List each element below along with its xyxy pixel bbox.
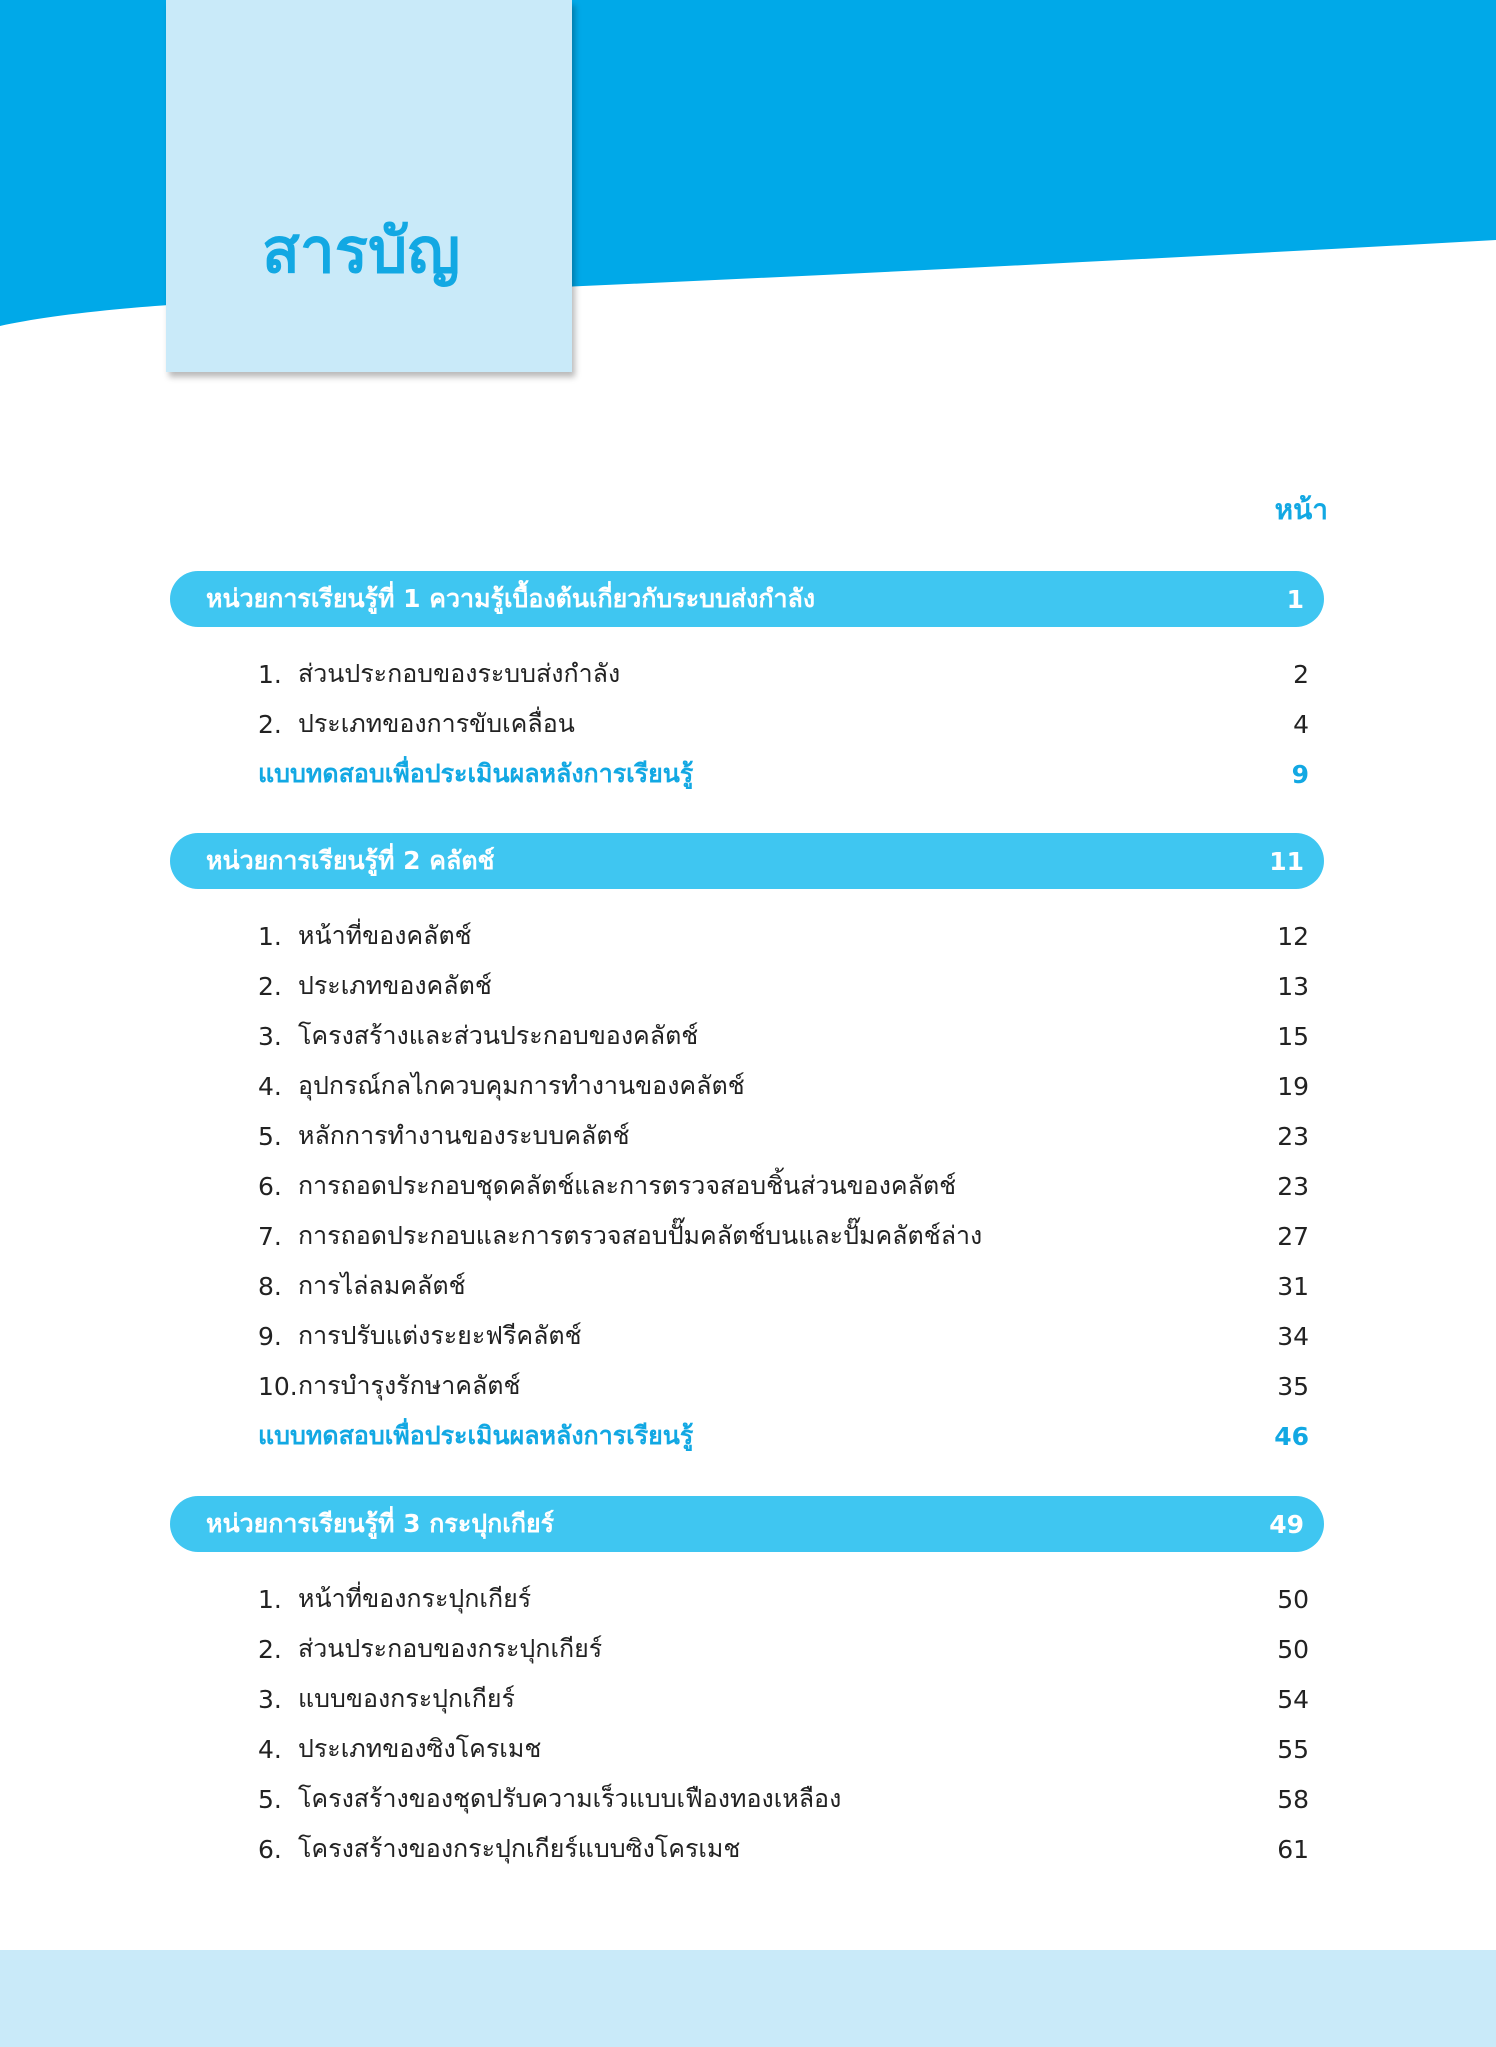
entry-page: 31 xyxy=(1277,1271,1309,1301)
toc-entry[interactable] xyxy=(258,1066,1309,1106)
entry-page: 23 xyxy=(1277,1171,1309,1201)
entry-label: การปรับแต่งระยะฟรีคลัตช์ xyxy=(298,1321,582,1350)
entry-page: 54 xyxy=(1277,1684,1309,1714)
entry-label: การถอดประกอบและการตรวจสอบปั๊มคลัตช์บนและปั๊มคลัตช์ล่าง xyxy=(298,1221,983,1250)
quiz-page: 9 xyxy=(1291,759,1309,789)
entry-page: 23 xyxy=(1277,1121,1309,1151)
toc-entry[interactable] xyxy=(258,1579,1309,1619)
entry-number: 3. xyxy=(258,1021,282,1051)
unit-page: 11 xyxy=(1269,846,1304,876)
footer-band xyxy=(0,1950,1496,2047)
page-column-label: หน้า xyxy=(1274,493,1328,526)
entry-number: 7. xyxy=(258,1221,282,1251)
entry-number: 6. xyxy=(258,1834,282,1864)
entry-number: 1. xyxy=(258,659,282,689)
entry-label: การไล่ลมคลัตช์ xyxy=(298,1271,466,1300)
entry-page: 4 xyxy=(1293,709,1309,739)
toc-entry[interactable] xyxy=(258,1729,1309,1769)
toc-entry[interactable] xyxy=(258,1829,1309,1869)
toc-entry[interactable] xyxy=(258,1366,1309,1406)
toc-entry[interactable] xyxy=(258,1266,1309,1306)
entry-number: 8. xyxy=(258,1271,282,1301)
toc-entry[interactable] xyxy=(258,966,1309,1006)
unit-title: หน่วยการเรียนรู้ที่ 3 กระปุกเกียร์ xyxy=(206,1509,555,1538)
entry-label: หลักการทำงานของระบบคลัตช์ xyxy=(298,1121,630,1150)
toc-entry[interactable] xyxy=(258,1679,1309,1719)
entry-page: 19 xyxy=(1277,1071,1309,1101)
entry-label: ประเภทของซิงโครเมช xyxy=(298,1734,542,1763)
toc-entry[interactable] xyxy=(258,1216,1309,1256)
entry-number: 10. xyxy=(258,1371,298,1401)
entry-page: 50 xyxy=(1277,1634,1309,1664)
quiz-entry[interactable] xyxy=(258,754,1309,794)
entry-number: 2. xyxy=(258,1634,282,1664)
unit-2-header[interactable] xyxy=(170,833,1324,889)
entry-label: ประเภทของคลัตช์ xyxy=(298,971,492,1000)
entry-number: 2. xyxy=(258,709,282,739)
unit-3-header[interactable] xyxy=(170,1496,1324,1552)
entry-number: 4. xyxy=(258,1071,282,1101)
toc-entry[interactable] xyxy=(258,1629,1309,1669)
entry-page: 55 xyxy=(1277,1734,1309,1764)
title-box xyxy=(166,0,572,372)
entry-number: 1. xyxy=(258,1584,282,1614)
entry-page: 27 xyxy=(1277,1221,1309,1251)
entry-label: การถอดประกอบชุดคลัตช์และการตรวจสอบชิ้นส่วนของคลัตช์ xyxy=(298,1171,957,1200)
unit-page: 1 xyxy=(1286,584,1304,614)
entry-number: 6. xyxy=(258,1171,282,1201)
entry-label: โครงสร้างของชุดปรับความเร็วแบบเฟืองทองเหลือง xyxy=(298,1784,842,1813)
entry-label: อุปกรณ์กลไกควบคุมการทำงานของคลัตช์ xyxy=(298,1071,745,1100)
toc-entry[interactable] xyxy=(258,916,1309,956)
toc-entry[interactable] xyxy=(258,1016,1309,1056)
unit-1-header[interactable] xyxy=(170,571,1324,627)
entry-page: 34 xyxy=(1277,1321,1309,1351)
quiz-page: 46 xyxy=(1274,1421,1309,1451)
entry-page: 13 xyxy=(1277,971,1309,1001)
entry-page: 12 xyxy=(1277,921,1309,951)
toc-entry[interactable] xyxy=(258,1166,1309,1206)
entry-page: 61 xyxy=(1277,1834,1309,1864)
unit-title: หน่วยการเรียนรู้ที่ 1 ความรู้เบื้องต้นเกี่ยวกับระบบส่งกำลัง xyxy=(206,584,816,613)
quiz-entry[interactable] xyxy=(258,1416,1309,1456)
quiz-label: แบบทดสอบเพื่อประเมินผลหลังการเรียนรู้ xyxy=(258,759,694,788)
entry-label: โครงสร้างของกระปุกเกียร์แบบซิงโครเมช xyxy=(298,1834,741,1863)
entry-number: 3. xyxy=(258,1684,282,1714)
toc-entry[interactable] xyxy=(258,654,1309,694)
entry-label: ประเภทของการขับเคลื่อน xyxy=(298,709,575,738)
entry-page: 35 xyxy=(1277,1371,1309,1401)
entry-page: 2 xyxy=(1293,659,1309,689)
entry-label: โครงสร้างและส่วนประกอบของคลัตช์ xyxy=(298,1021,699,1050)
entry-number: 1. xyxy=(258,921,282,951)
entry-label: ส่วนประกอบของระบบส่งกำลัง xyxy=(298,659,621,688)
entry-page: 58 xyxy=(1277,1784,1309,1814)
entry-label: หน้าที่ของกระปุกเกียร์ xyxy=(298,1584,532,1613)
entry-label: หน้าที่ของคลัตช์ xyxy=(298,921,472,950)
entry-label: แบบของกระปุกเกียร์ xyxy=(298,1684,515,1713)
entry-label: การบำรุงรักษาคลัตช์ xyxy=(298,1371,521,1400)
page-title: สารบัญ xyxy=(262,214,461,287)
entry-number: 9. xyxy=(258,1321,282,1351)
entry-number: 2. xyxy=(258,971,282,1001)
toc-entry[interactable] xyxy=(258,1316,1309,1356)
unit-title: หน่วยการเรียนรู้ที่ 2 คลัตช์ xyxy=(206,846,495,875)
quiz-label: แบบทดสอบเพื่อประเมินผลหลังการเรียนรู้ xyxy=(258,1421,694,1450)
entry-number: 5. xyxy=(258,1784,282,1814)
toc-entry[interactable] xyxy=(258,1116,1309,1156)
entry-page: 15 xyxy=(1277,1021,1309,1051)
entry-page: 50 xyxy=(1277,1584,1309,1614)
toc-entry[interactable] xyxy=(258,1779,1309,1819)
entry-number: 5. xyxy=(258,1121,282,1151)
entry-label: ส่วนประกอบของกระปุกเกียร์ xyxy=(298,1634,603,1663)
toc-entry[interactable] xyxy=(258,704,1309,744)
entry-number: 4. xyxy=(258,1734,282,1764)
unit-page: 49 xyxy=(1269,1509,1304,1539)
